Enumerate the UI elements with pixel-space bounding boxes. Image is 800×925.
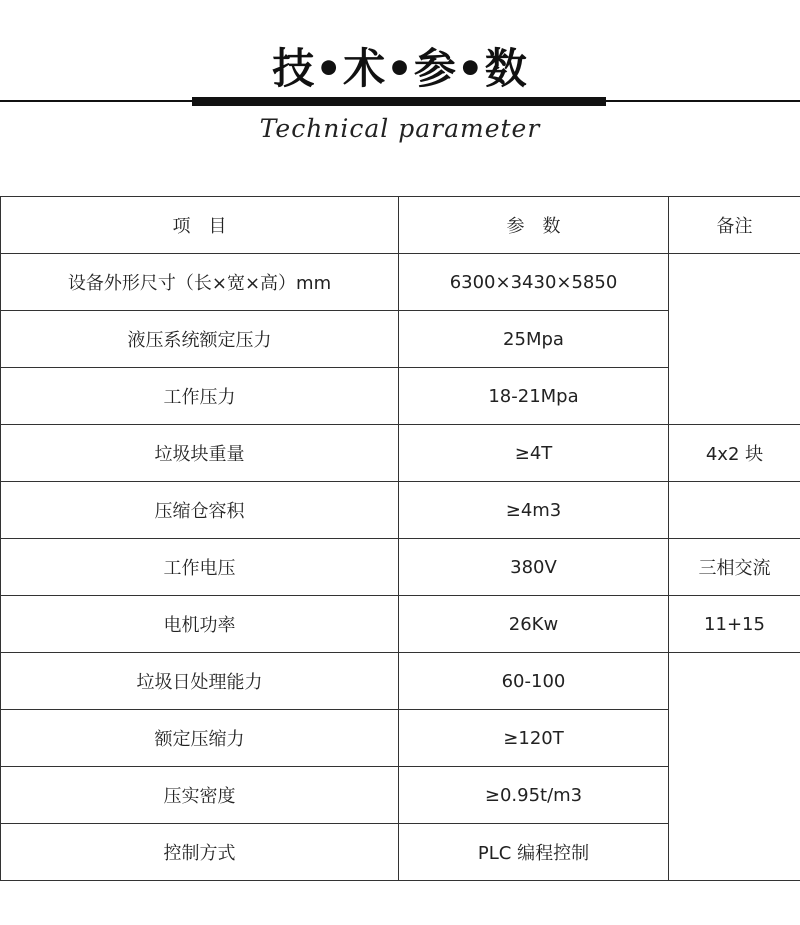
item-cell: 额定压缩力 bbox=[1, 710, 399, 767]
value-cell: 26Kw bbox=[399, 596, 669, 653]
note-cell: 三相交流 bbox=[669, 539, 800, 596]
table-row bbox=[1, 254, 800, 311]
item-cell: 工作压力 bbox=[1, 368, 399, 425]
table-row bbox=[1, 425, 800, 482]
table-row bbox=[1, 596, 800, 653]
page-subtitle: Technical parameter bbox=[259, 114, 541, 143]
value-cell: ≥4m3 bbox=[399, 482, 669, 539]
value-cell: 18-21Mpa bbox=[399, 368, 669, 425]
note-cell: 4x2 块 bbox=[669, 425, 800, 482]
header-cell-value: 参 数 bbox=[399, 197, 669, 254]
item-cell: 工作电压 bbox=[1, 539, 399, 596]
title-rule-thick bbox=[192, 97, 606, 106]
header-cell-note: 备注 bbox=[669, 197, 800, 254]
parameter-table bbox=[0, 196, 800, 881]
value-cell: ≥4T bbox=[399, 425, 669, 482]
note-cell: 11+15 bbox=[669, 596, 800, 653]
item-cell: 压缩仓容积 bbox=[1, 482, 399, 539]
item-cell: 垃圾块重量 bbox=[1, 425, 399, 482]
item-cell: 电机功率 bbox=[1, 596, 399, 653]
header-cell-item: 项 目 bbox=[1, 197, 399, 254]
item-cell: 垃圾日处理能力 bbox=[1, 653, 399, 710]
value-cell: 60-100 bbox=[399, 653, 669, 710]
value-cell: 380V bbox=[399, 539, 669, 596]
table-header-row bbox=[1, 197, 800, 254]
page-title: 技•术•参•数 bbox=[272, 44, 528, 93]
page-header bbox=[0, 0, 800, 190]
table-row bbox=[1, 653, 800, 710]
value-cell: 25Mpa bbox=[399, 311, 669, 368]
item-cell: 液压系统额定压力 bbox=[1, 311, 399, 368]
table-row bbox=[1, 539, 800, 596]
value-cell: PLC 编程控制 bbox=[399, 824, 669, 881]
table-row bbox=[1, 482, 800, 539]
item-cell: 设备外形尺寸（长×宽×高）mm bbox=[1, 254, 399, 311]
item-cell: 压实密度 bbox=[1, 767, 399, 824]
value-cell: 6300×3430×5850 bbox=[399, 254, 669, 311]
item-cell: 控制方式 bbox=[1, 824, 399, 881]
note-cell bbox=[669, 254, 800, 425]
note-cell bbox=[669, 482, 800, 539]
note-cell bbox=[669, 653, 800, 881]
value-cell: ≥120T bbox=[399, 710, 669, 767]
value-cell: ≥0.95t/m3 bbox=[399, 767, 669, 824]
